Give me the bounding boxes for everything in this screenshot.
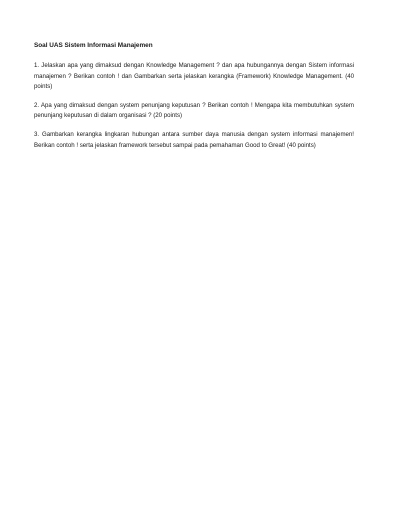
question-2: 2. Apa yang dimaksud dengan system penunjang keputusan ? Berikan contoh ! Mengapa kita membutuhkan system penunjang keputusan di dalam organisasi ? (20 points) [34, 101, 354, 120]
document-content [34, 42, 354, 159]
question-3: 3. Gambarkan kerangka lingkaran hubungan antara sumber daya manusia dengan system informasi manajemen! Berikan contoh ! serta jelaskan framework tersebut sampai pada pemahaman Good to Great! (40 points) [34, 130, 354, 149]
document-title: Soal UAS Sistem Informasi Manajemen [34, 42, 153, 49]
question-1: 1. Jelaskan apa yang dimaksud dengan Knowledge Management ? dan apa hubungannya dengan Sistem informasi manajemen ? Berikan contoh ! dan Gambarkan serta jelaskan kerangka (Framework) Knowledge Management. (40 points) [34, 62, 354, 91]
